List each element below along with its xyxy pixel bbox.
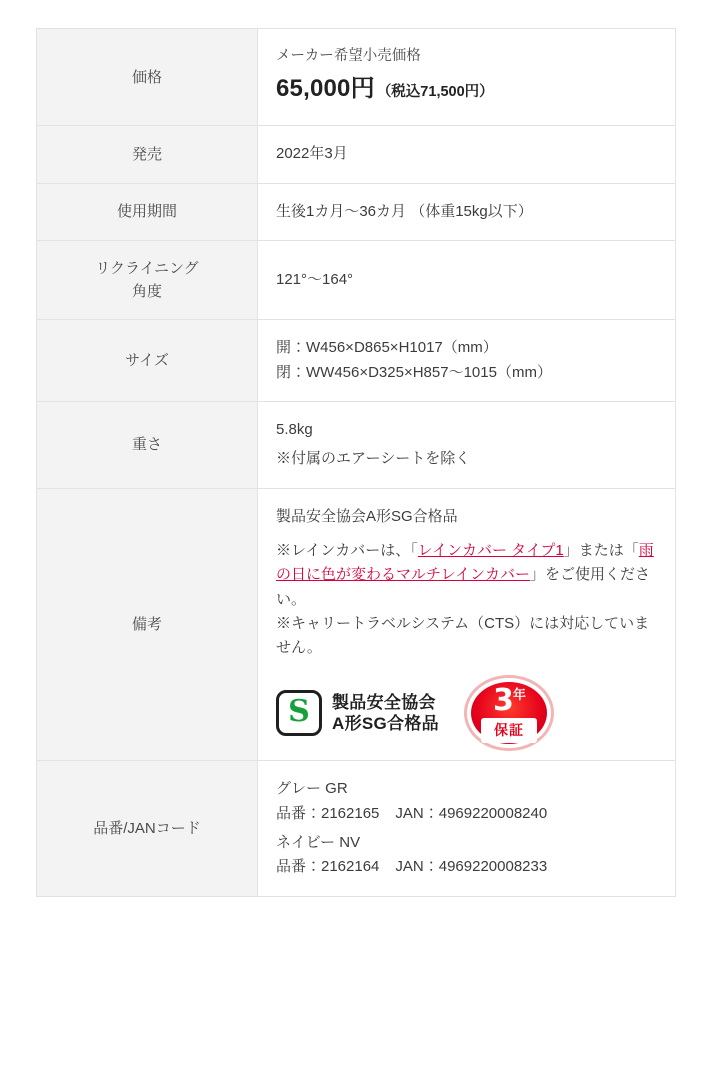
warranty-year-mark: 年 (512, 688, 525, 704)
row-value-size (258, 320, 676, 402)
weight-note-text: ※付属のエアーシートを除く (276, 450, 471, 468)
jan-color1-code: JAN：4969220008240 (395, 804, 548, 822)
weight-value-text: 5.8kg (276, 421, 313, 439)
size-open-text: 開：W456×D865×H1017（mm） (276, 339, 498, 357)
remarks-cts-line: ※キャリートラベルシステム（CTS）には対応していません。 (276, 614, 650, 657)
recline-label-line1: リクライニング (95, 259, 199, 277)
raincover-type1-link[interactable]: レインカバー タイプ1 (417, 541, 564, 559)
remarks-raincover-post: 」をご使用ください。 (276, 566, 650, 608)
release-date-text: 2022年3月 (276, 145, 348, 163)
row-value-jan (258, 761, 676, 896)
sg-badge-text-line1: 製品安全協会 (332, 692, 436, 712)
row-label-weight: 重さ (37, 402, 258, 489)
jan-color2-model: 品番：2162164 (276, 858, 380, 876)
remarks-raincover-pre: ※レインカバーは、「 (276, 541, 418, 559)
remarks-raincover-mid: 」または「 (563, 541, 639, 559)
table-row-size (37, 320, 676, 402)
sg-mark-letter: S (288, 694, 310, 730)
jan-color1-model: 品番：2162165 (276, 804, 380, 822)
recline-label-line2: 角度 (131, 283, 162, 301)
row-value-recline-angle (258, 240, 676, 320)
jan-color1-codes (276, 802, 657, 826)
sg-mark-icon (276, 690, 322, 736)
table-row-price (37, 29, 676, 126)
jan-color2-name: ネイビー NV (276, 834, 361, 852)
warranty-number-value: 3 (493, 683, 513, 719)
row-label-release: 発売 (37, 126, 258, 183)
sg-approval-badge (276, 690, 439, 736)
remarks-raincover-line (276, 539, 657, 612)
sg-badge-text (332, 692, 439, 736)
row-label-price: 価格 (37, 29, 258, 126)
table-row-release (37, 126, 676, 183)
row-value-weight (258, 402, 676, 489)
jan-color2-code: JAN：4969220008233 (395, 858, 548, 876)
table-row-recline-angle (37, 240, 676, 320)
row-label-recline-angle (37, 240, 258, 320)
recline-angle-text: 121°〜164° (276, 271, 354, 289)
table-row-usage-period (37, 183, 676, 240)
row-label-jan: 品番/JANコード (37, 761, 258, 896)
price-head-text: メーカー希望小売価格 (276, 48, 421, 64)
table-row-jan (37, 761, 676, 896)
warranty-badge-icon (465, 682, 553, 744)
row-value-remarks (258, 488, 676, 761)
usage-period-text: 生後1カ月〜36カ月 （体重15kg以下） (276, 202, 533, 220)
price-tax-amount: （税込71,500円） (376, 84, 494, 101)
warranty-years-number (465, 683, 553, 719)
sg-badge-text-line2: A形SG合格品 (332, 714, 439, 734)
row-label-usage-period: 使用期間 (37, 183, 258, 240)
row-value-usage-period (258, 183, 676, 240)
row-value-release (258, 126, 676, 183)
jan-color1-name: グレー GR (276, 780, 348, 798)
remarks-badges (276, 682, 657, 744)
price-amount-wrap (276, 70, 657, 109)
row-value-price (258, 29, 676, 126)
table-row-remarks (37, 488, 676, 761)
remarks-sg-line: 製品安全協会A形SG合格品 (276, 507, 458, 525)
jan-color2-codes (276, 855, 657, 879)
product-spec-table (36, 28, 676, 897)
row-label-size: サイズ (37, 320, 258, 402)
price-main-amount: 65,000円 (276, 75, 375, 103)
multi-raincover-link[interactable]: 雨の日に色が変わるマルチレインカバー (276, 541, 654, 584)
row-label-remarks: 備考 (37, 488, 258, 761)
table-row-weight (37, 402, 676, 489)
warranty-tag-label: 保証 (481, 718, 537, 743)
size-closed-text: 閉：WW456×D325×H857〜1015（mm） (276, 363, 552, 381)
